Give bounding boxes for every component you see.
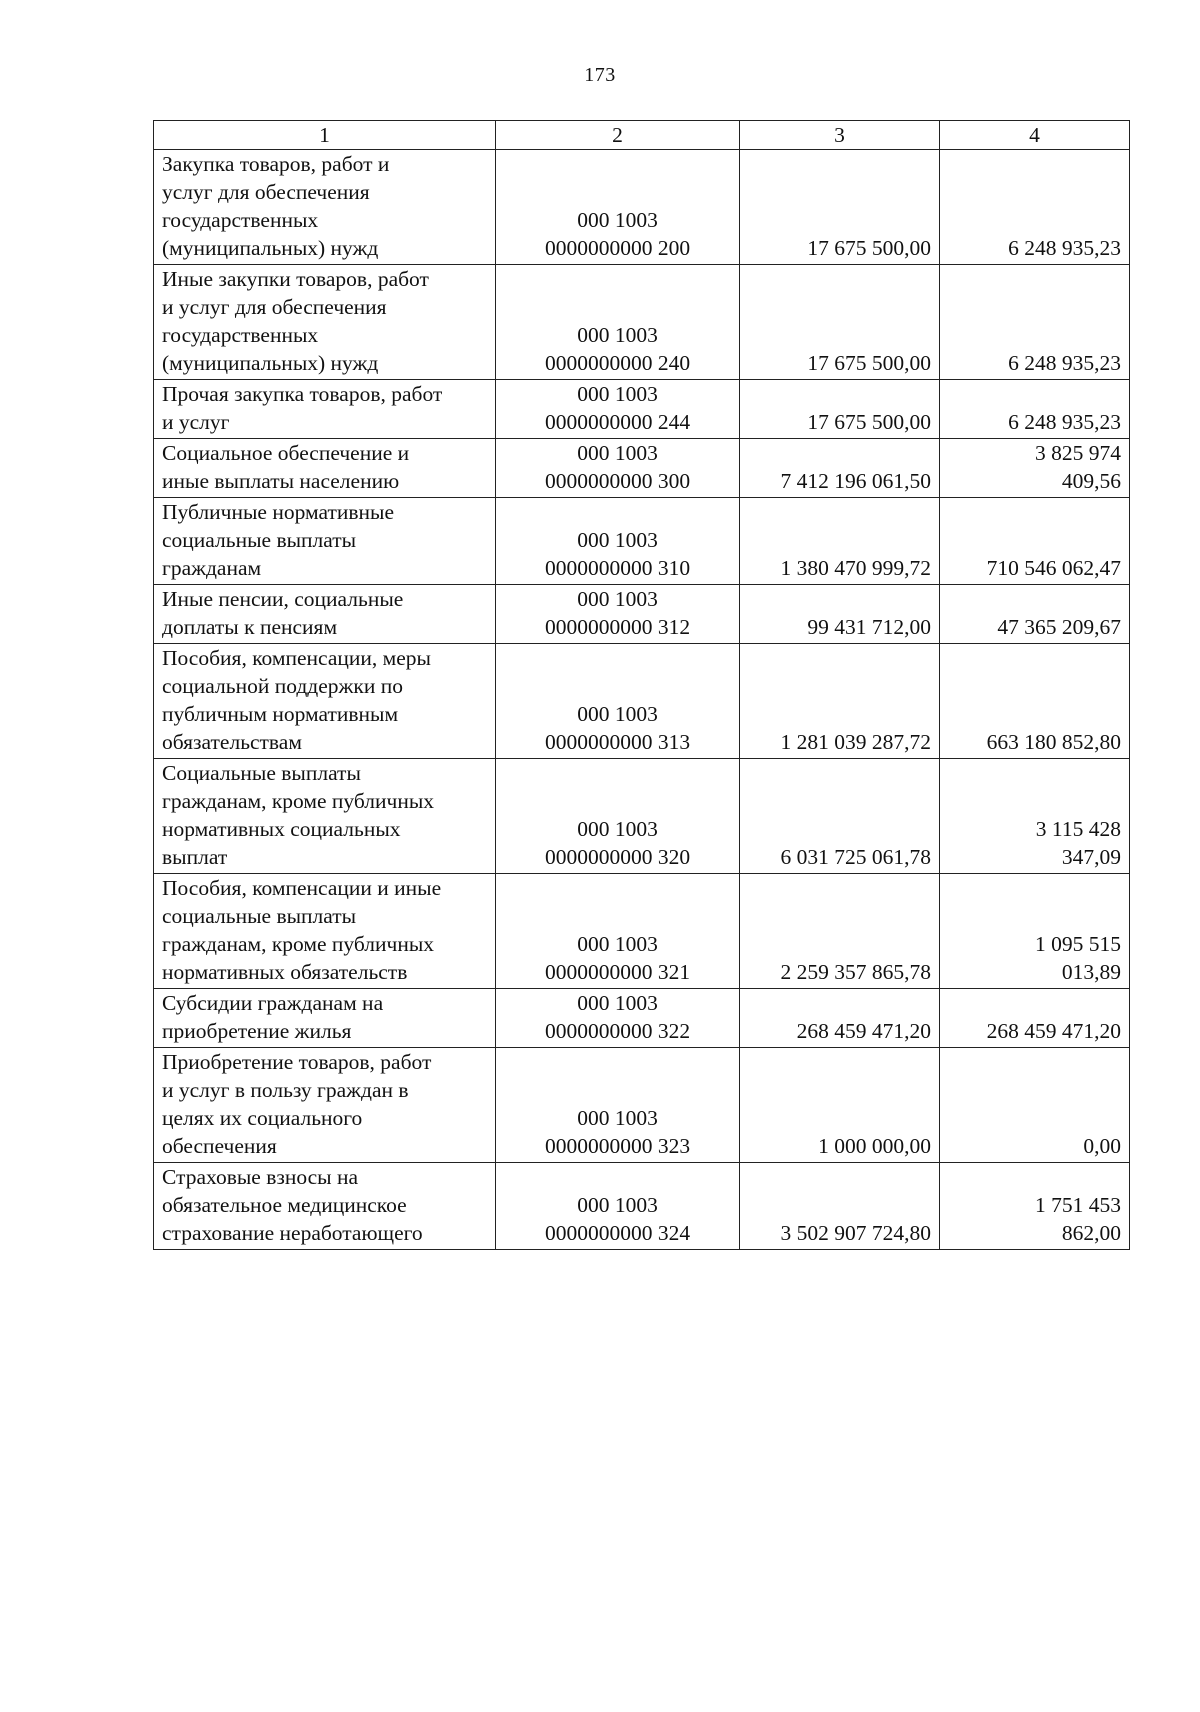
cell-line: 0000000000 300 xyxy=(544,469,691,493)
cell-line: 17 675 500,00 xyxy=(807,351,931,375)
cell-line: гражданам xyxy=(162,556,262,580)
cell-line: 268 459 471,20 xyxy=(986,1019,1121,1043)
row-code-cell xyxy=(496,150,740,265)
row-code-cell xyxy=(496,265,740,380)
row-name-cell xyxy=(154,1048,496,1163)
cell-line: 3 825 974 xyxy=(1035,441,1121,465)
cell-line: гражданам, кроме публичных xyxy=(162,789,435,813)
table-row xyxy=(154,150,1130,265)
cell-line: страхование неработающего xyxy=(162,1221,423,1245)
cell-line: 1 751 453 xyxy=(1035,1193,1121,1217)
row-col3-value xyxy=(740,265,940,380)
row-name-cell xyxy=(154,585,496,644)
row-col3-value xyxy=(740,989,940,1048)
cell-line: 0000000000 321 xyxy=(544,960,691,984)
table-row xyxy=(154,439,1130,498)
table-row xyxy=(154,874,1130,989)
cell-line: Социальное обеспечение и xyxy=(162,441,410,465)
cell-line: публичным нормативным xyxy=(162,702,399,726)
row-col4-value xyxy=(940,759,1130,874)
cell-line: 0000000000 320 xyxy=(544,845,691,869)
cell-line: Иные пенсии, социальные xyxy=(162,587,404,611)
cell-line: 000 1003 xyxy=(577,932,658,956)
cell-line: 710 546 062,47 xyxy=(986,556,1121,580)
cell-line: 0000000000 324 xyxy=(544,1221,691,1245)
cell-line: 6 248 935,23 xyxy=(1008,351,1121,375)
row-code-cell xyxy=(496,1048,740,1163)
cell-line: 409,56 xyxy=(1061,469,1121,493)
cell-line: 000 1003 xyxy=(577,817,658,841)
cell-line: 000 1003 xyxy=(577,528,658,552)
row-col4-value xyxy=(940,989,1130,1048)
cell-line: 7 412 196 061,50 xyxy=(780,469,931,493)
cell-line: Социальные выплаты xyxy=(162,761,361,785)
cell-line: 17 675 500,00 xyxy=(807,410,931,434)
cell-line: Прочая закупка товаров, работ xyxy=(162,382,443,406)
row-col4-value xyxy=(940,380,1130,439)
cell-line: 000 1003 xyxy=(577,323,658,347)
row-name-cell xyxy=(154,1163,496,1250)
cell-line: услуг для обеспечения xyxy=(162,180,370,204)
cell-line: обязательствам xyxy=(162,730,302,754)
cell-line: 6 248 935,23 xyxy=(1008,236,1121,260)
table-row xyxy=(154,380,1130,439)
cell-line: 0000000000 310 xyxy=(544,556,691,580)
cell-line: 013,89 xyxy=(1061,960,1121,984)
row-name-cell xyxy=(154,989,496,1048)
cell-line: Приобретение товаров, работ xyxy=(162,1050,432,1074)
cell-line: 0000000000 240 xyxy=(544,351,691,375)
row-col3-value xyxy=(740,380,940,439)
row-col3-value xyxy=(740,498,940,585)
cell-line: (муниципальных) нужд xyxy=(162,236,379,260)
cell-line: 000 1003 xyxy=(577,208,658,232)
row-col3-value xyxy=(740,1163,940,1250)
table-row xyxy=(154,644,1130,759)
row-col4-value xyxy=(940,585,1130,644)
cell-line: 0000000000 323 xyxy=(544,1134,691,1158)
table-row xyxy=(154,989,1130,1048)
cell-line: социальной поддержки по xyxy=(162,674,403,698)
cell-line: Иные закупки товаров, работ xyxy=(162,267,429,291)
cell-line: государственных xyxy=(162,208,319,232)
row-name-cell xyxy=(154,439,496,498)
cell-line: приобретение жилья xyxy=(162,1019,352,1043)
table-row xyxy=(154,585,1130,644)
cell-line: нормативных обязательств xyxy=(162,960,408,984)
cell-line: 0000000000 312 xyxy=(544,615,691,639)
table-row xyxy=(154,1048,1130,1163)
row-col3-value xyxy=(740,644,940,759)
table-row xyxy=(154,498,1130,585)
cell-line: Закупка товаров, работ и xyxy=(162,152,390,176)
row-col3-value xyxy=(740,759,940,874)
cell-line: обязательное медицинское xyxy=(162,1193,407,1217)
row-col4-value xyxy=(940,439,1130,498)
row-col4-value xyxy=(940,1048,1130,1163)
row-name-cell xyxy=(154,150,496,265)
cell-line: Субсидии гражданам на xyxy=(162,991,384,1015)
header-col-2: 2 xyxy=(496,121,740,150)
cell-line: Пособия, компенсации, меры xyxy=(162,646,432,670)
page-number: 173 xyxy=(584,64,616,86)
row-code-cell xyxy=(496,498,740,585)
cell-line: (муниципальных) нужд xyxy=(162,351,379,375)
cell-line: гражданам, кроме публичных xyxy=(162,932,435,956)
header-col-1: 1 xyxy=(154,121,496,150)
row-code-cell xyxy=(496,585,740,644)
row-col3-value xyxy=(740,1048,940,1163)
cell-line: и услуг xyxy=(162,410,230,434)
cell-line: 000 1003 xyxy=(577,587,658,611)
cell-line: 1 000 000,00 xyxy=(818,1134,931,1158)
cell-line: 1 380 470 999,72 xyxy=(780,556,931,580)
header-col-4: 4 xyxy=(940,121,1130,150)
cell-line: 0,00 xyxy=(1083,1134,1121,1158)
cell-line: целях их социального xyxy=(162,1106,363,1130)
row-col4-value xyxy=(940,498,1130,585)
row-code-cell xyxy=(496,759,740,874)
table-body xyxy=(154,150,1130,1250)
cell-line: 0000000000 244 xyxy=(544,410,691,434)
cell-line: 0000000000 322 xyxy=(544,1019,691,1043)
cell-line: Пособия, компенсации и иные xyxy=(162,876,442,900)
cell-line: 0000000000 200 xyxy=(544,236,691,260)
cell-line: 17 675 500,00 xyxy=(807,236,931,260)
row-name-cell xyxy=(154,874,496,989)
cell-line: и услуг для обеспечения xyxy=(162,295,387,319)
cell-line: социальные выплаты xyxy=(162,904,357,928)
cell-line: 99 431 712,00 xyxy=(807,615,931,639)
cell-line: 663 180 852,80 xyxy=(986,730,1121,754)
table-row xyxy=(154,1163,1130,1250)
row-code-cell xyxy=(496,874,740,989)
row-code-cell xyxy=(496,1163,740,1250)
row-name-cell xyxy=(154,759,496,874)
row-code-cell xyxy=(496,989,740,1048)
cell-line: государственных xyxy=(162,323,319,347)
cell-line: 6 031 725 061,78 xyxy=(780,845,931,869)
cell-line: 000 1003 xyxy=(577,702,658,726)
row-col4-value xyxy=(940,874,1130,989)
row-col4-value xyxy=(940,644,1130,759)
cell-line: доплаты к пенсиям xyxy=(162,615,338,639)
cell-line: 268 459 471,20 xyxy=(796,1019,931,1043)
row-name-cell xyxy=(154,498,496,585)
cell-line: иные выплаты населению xyxy=(162,469,400,493)
cell-line: обеспечения xyxy=(162,1134,277,1158)
row-col4-value xyxy=(940,265,1130,380)
cell-line: социальные выплаты xyxy=(162,528,357,552)
budget-table xyxy=(153,120,1130,1250)
cell-line: 000 1003 xyxy=(577,991,658,1015)
cell-line: Публичные нормативные xyxy=(162,500,394,524)
cell-line: 6 248 935,23 xyxy=(1008,410,1121,434)
row-col3-value xyxy=(740,585,940,644)
row-name-cell xyxy=(154,644,496,759)
table-row xyxy=(154,759,1130,874)
cell-line: 3 502 907 724,80 xyxy=(780,1221,931,1245)
row-code-cell xyxy=(496,644,740,759)
row-code-cell xyxy=(496,439,740,498)
cell-line: 000 1003 xyxy=(577,1106,658,1130)
cell-line: 000 1003 xyxy=(577,441,658,465)
cell-line: 0000000000 313 xyxy=(544,730,691,754)
cell-line: 47 365 209,67 xyxy=(997,615,1121,639)
row-col4-value xyxy=(940,1163,1130,1250)
row-col3-value xyxy=(740,874,940,989)
cell-line: и услуг в пользу граждан в xyxy=(162,1078,409,1102)
header-row xyxy=(154,121,1130,150)
cell-line: 3 115 428 xyxy=(1035,817,1121,841)
row-col4-value xyxy=(940,150,1130,265)
cell-line: 1 281 039 287,72 xyxy=(780,730,931,754)
cell-line: Страховые взносы на xyxy=(162,1165,359,1189)
row-code-cell xyxy=(496,380,740,439)
cell-line: 1 095 515 xyxy=(1035,932,1121,956)
row-name-cell xyxy=(154,265,496,380)
table-row xyxy=(154,265,1130,380)
cell-line: 000 1003 xyxy=(577,1193,658,1217)
row-col3-value xyxy=(740,150,940,265)
cell-line: 000 1003 xyxy=(577,382,658,406)
row-col3-value xyxy=(740,439,940,498)
row-name-cell xyxy=(154,380,496,439)
header-col-3: 3 xyxy=(740,121,940,150)
cell-line: 2 259 357 865,78 xyxy=(780,960,931,984)
cell-line: 862,00 xyxy=(1061,1221,1121,1245)
cell-line: нормативных социальных xyxy=(162,817,401,841)
cell-line: выплат xyxy=(162,845,228,869)
cell-line: 347,09 xyxy=(1061,845,1121,869)
